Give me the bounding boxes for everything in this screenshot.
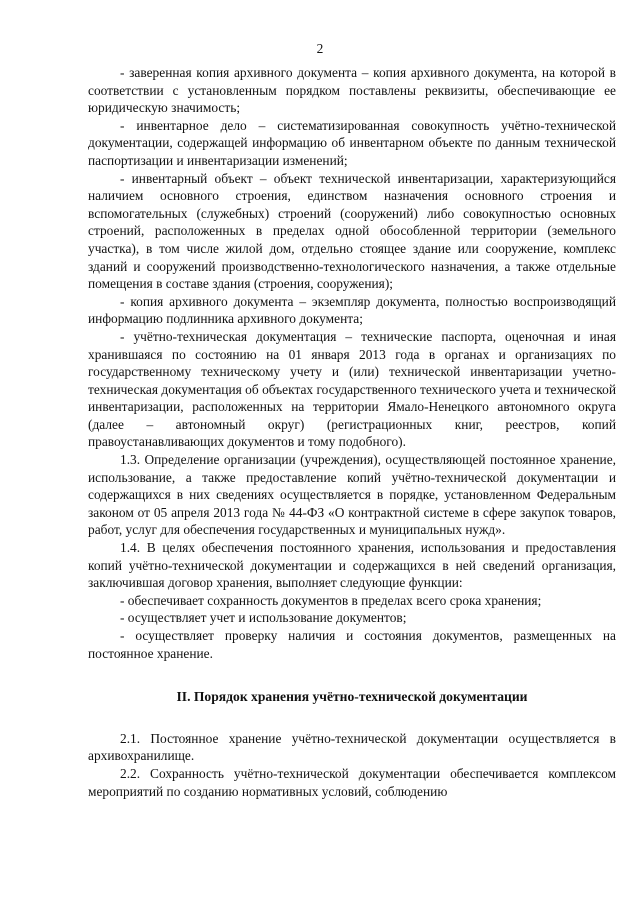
definition-inventory-object: - инвентарный объект – объект технической инвентаризации, характеризующийся наличием основного строения, единством назначения основного строения и вспомогательных (служебных) строений (сооружений) либо совокупностью основных строений, расположенных в пределах одной обособленной территории (земельного участка), в том числе жилой дом, отдельно стоящее здание или сооружение, комплекс зданий и сооружений производственно-технологического назначения, а также отдельные помещения в составе здания (строения, сооружения);: [88, 170, 616, 292]
function-item-accounting: - осуществляет учет и использование документов;: [120, 610, 407, 626]
function-item-inspection: - осуществляет проверку наличия и состояния документов, размещенных на постоянное хранение.: [88, 628, 616, 661]
clause-2-2: 2.2. Сохранность учётно-технической документации обеспечивается комплексом мероприятий по созданию нормативных условий, соблюдению: [88, 765, 616, 799]
document-body: [88, 64, 616, 800]
definition-technical-documentation: - учётно-техническая документация – технические паспорта, оценочная и иная хранившаяся по состоянию на 01 января 2013 года в органах и организациях по государственному техническому учету и (или) технической инвентаризации учетно-техническая документация об объектах государственного технического учета и технической инвентаризации, расположенных на территории Ямало-Ненецкого автономного округа (далее – автономный округ) (регистрационных книг, реестров, копий правоустанавливающих документов и тому подобного).: [88, 328, 616, 450]
clause-1-3: 1.3. Определение организации (учреждения), осуществляющей постоянное хранение, использование, а также предоставление копий учётно-технической документации и содержащихся в них сведениях осуществляется в порядке, установленном Федеральным законом от 05 апреля 2013 года № 44-ФЗ «О контрактной системе в сфере закупок товаров, работ, услуг для обеспечения государственных и муниципальных нужд».: [88, 452, 616, 538]
section-heading: II. Порядок хранения учётно-технической документации: [176, 689, 528, 705]
definition-inventory-file: - инвентарное дело – систематизированная совокупность учётно-технической документации, содержащей информацию об инвентарном объекте по данным технической паспортизации и инвентаризации изменений;: [88, 117, 616, 168]
definition-archive-copy: - копия архивного документа – экземпляр документа, полностью воспроизводящий информацию подлинника архивного документа;: [88, 293, 616, 327]
clause-2-1: 2.1. Постоянное хранение учётно-технической документации осуществляется в архивохранилище.: [88, 730, 616, 764]
clause-1-4: 1.4. В целях обеспечения постоянного хранения, использования и предоставления копий учётно-технической документации и содержащихся в ней сведений организация, заключившая договор хранения, выполняет следующие функции:: [88, 540, 616, 591]
page-number: 2: [316, 41, 324, 56]
definition-certified-copy: - заверенная копия архивного документа – копия архивного документа, на которой в соответствии с установленным порядком поставлены реквизиты, обеспечивающие ее юридическую значимость;: [88, 65, 616, 116]
function-item-safety: - обеспечивает сохранность документов в пределах всего срока хранения;: [120, 592, 542, 608]
